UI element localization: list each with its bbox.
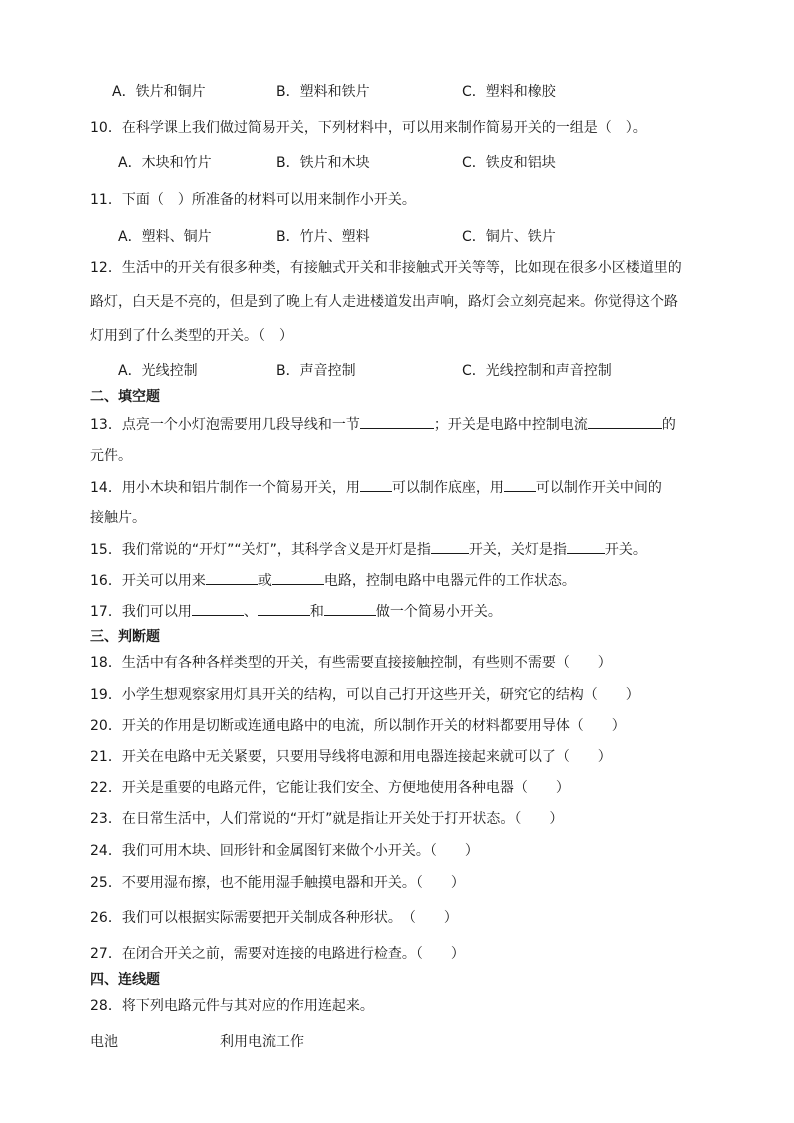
q14-line-1 [90, 477, 662, 498]
q15-part-3: 开关。 [604, 542, 647, 558]
q28-right-item-use-current[interactable]: 利用电流工作 [220, 1034, 304, 1050]
q12-line-1: 12．生活中的开关有很多种类，有接触式开关和非接触式开关等等，比如现在很多小区楼道里的 [90, 260, 682, 276]
q10-option-b: B．铁片和木块 [276, 155, 370, 171]
q16-part-3: 电路，控制电路中电器元件的工作状态。 [323, 573, 576, 589]
q9-option-b: B．塑料和铁片 [276, 84, 370, 100]
q15-blank-1[interactable] [431, 539, 469, 554]
q28-text: 28．将下列电路元件与其对应的作用连起来。 [90, 998, 374, 1014]
q12-option-c: C．光线控制和声音控制 [462, 363, 612, 379]
q16-line [90, 570, 576, 591]
q13-blank-1[interactable] [360, 414, 434, 429]
q17-blank-1[interactable] [192, 601, 244, 616]
q17-blank-3[interactable] [324, 601, 376, 616]
section-judgement-heading: 三、判断题 [90, 629, 160, 645]
q10-option-c: C．铁皮和铝块 [462, 155, 556, 171]
q9-option-a: A．铁片和铜片 [112, 84, 206, 100]
section-fill-in-heading: 二、填空题 [90, 389, 160, 405]
q26-text: 26．我们可以根据实际需要把开关制成各种形状。 （ ） [90, 910, 458, 926]
q10-text: 10．在科学课上我们做过简易开关，下列材料中，可以用来制作简易开关的一组是（ ）。 [90, 120, 647, 136]
q13-line-2: 元件。 [90, 448, 132, 464]
q13-part-2: ；开关是电路中控制电流 [433, 417, 588, 433]
q15-line [90, 539, 647, 560]
q14-blank-2[interactable] [504, 477, 536, 492]
q15-blank-2[interactable] [567, 539, 605, 554]
q25-text: 25．不要用湿布擦，也不能用湿手触摸电器和开关。（ ） [90, 875, 465, 891]
q20-text: 20．开关的作用是切断或连通电路中的电流，所以制作开关的材料都要用导体（ ） [90, 718, 626, 734]
q18-text: 18．生活中有各种各样类型的开关，有些需要直接接触控制，有些则不需要（ ） [90, 655, 612, 671]
q14-blank-1[interactable] [360, 477, 392, 492]
q28-left-item-battery[interactable]: 电池 [90, 1034, 118, 1050]
q17-blank-2[interactable] [258, 601, 310, 616]
q12-option-b: B．声音控制 [276, 363, 356, 379]
q19-text: 19．小学生想观察家用灯具开关的结构，可以自己打开这些开关，研究它的结构（ ） [90, 687, 640, 703]
q10-option-a: A．木块和竹片 [118, 155, 212, 171]
q13-blank-2[interactable] [588, 414, 662, 429]
q14-part-1: 14．用小木块和铝片制作一个简易开关，用 [90, 480, 360, 496]
section-matching-heading: 四、连线题 [90, 972, 160, 988]
q14-line-2: 接触片。 [90, 510, 146, 526]
q13-part-1: 13．点亮一个小灯泡需要用几段导线和一节 [90, 417, 360, 433]
q11-option-b: B．竹片、塑料 [276, 229, 370, 245]
q17-part-2: 、 [243, 604, 258, 620]
q16-part-2: 或 [257, 573, 272, 589]
q15-part-2: 开关，关灯是指 [468, 542, 567, 558]
q14-part-2: 可以制作底座，用 [391, 480, 504, 496]
q13-line-1 [90, 414, 676, 435]
q11-text: 11．下面（ ）所准备的材料可以用来制作小开关。 [90, 192, 416, 208]
q21-text: 21．开关在电路中无关紧要，只要用导线将电源和用电器连接起来就可以了（ ） [90, 749, 612, 765]
q17-part-3: 和 [309, 604, 324, 620]
q13-part-3: 的 [661, 417, 676, 433]
q9-option-c: C．塑料和橡胶 [462, 84, 556, 100]
q16-blank-2[interactable] [272, 570, 324, 585]
q16-blank-1[interactable] [206, 570, 258, 585]
q17-part-4: 做一个简易小开关。 [375, 604, 502, 620]
q11-option-c: C．铜片、铁片 [462, 229, 556, 245]
q16-part-1: 16．开关可以用来 [90, 573, 206, 589]
q23-text: 23．在日常生活中，人们常说的“开灯”就是指让开关处于打开状态。（ ） [90, 811, 564, 827]
q11-option-a: A．塑料、铜片 [118, 229, 212, 245]
q15-part-1: 15．我们常说的“开灯”“关灯”，其科学含义是开灯是指 [90, 542, 431, 558]
q14-part-3: 可以制作开关中间的 [535, 480, 662, 496]
q22-text: 22．开关是重要的电路元件，它能让我们安全、方便地使用各种电器（ ） [90, 780, 570, 796]
q24-text: 24．我们可用木块、回形针和金属图钉来做个小开关。（ ） [90, 843, 479, 859]
q17-part-1: 17．我们可以用 [90, 604, 192, 620]
q12-line-3: 灯用到了什么类型的开关。（ ） [90, 328, 293, 344]
q17-line [90, 601, 502, 622]
q27-text: 27．在闭合开关之前，需要对连接的电路进行检查。（ ） [90, 946, 465, 962]
q12-line-2: 路灯，白天是不亮的，但是到了晚上有人走进楼道发出声响，路灯会立刻亮起来。你觉得这个路 [90, 294, 678, 310]
q12-option-a: A．光线控制 [118, 363, 198, 379]
